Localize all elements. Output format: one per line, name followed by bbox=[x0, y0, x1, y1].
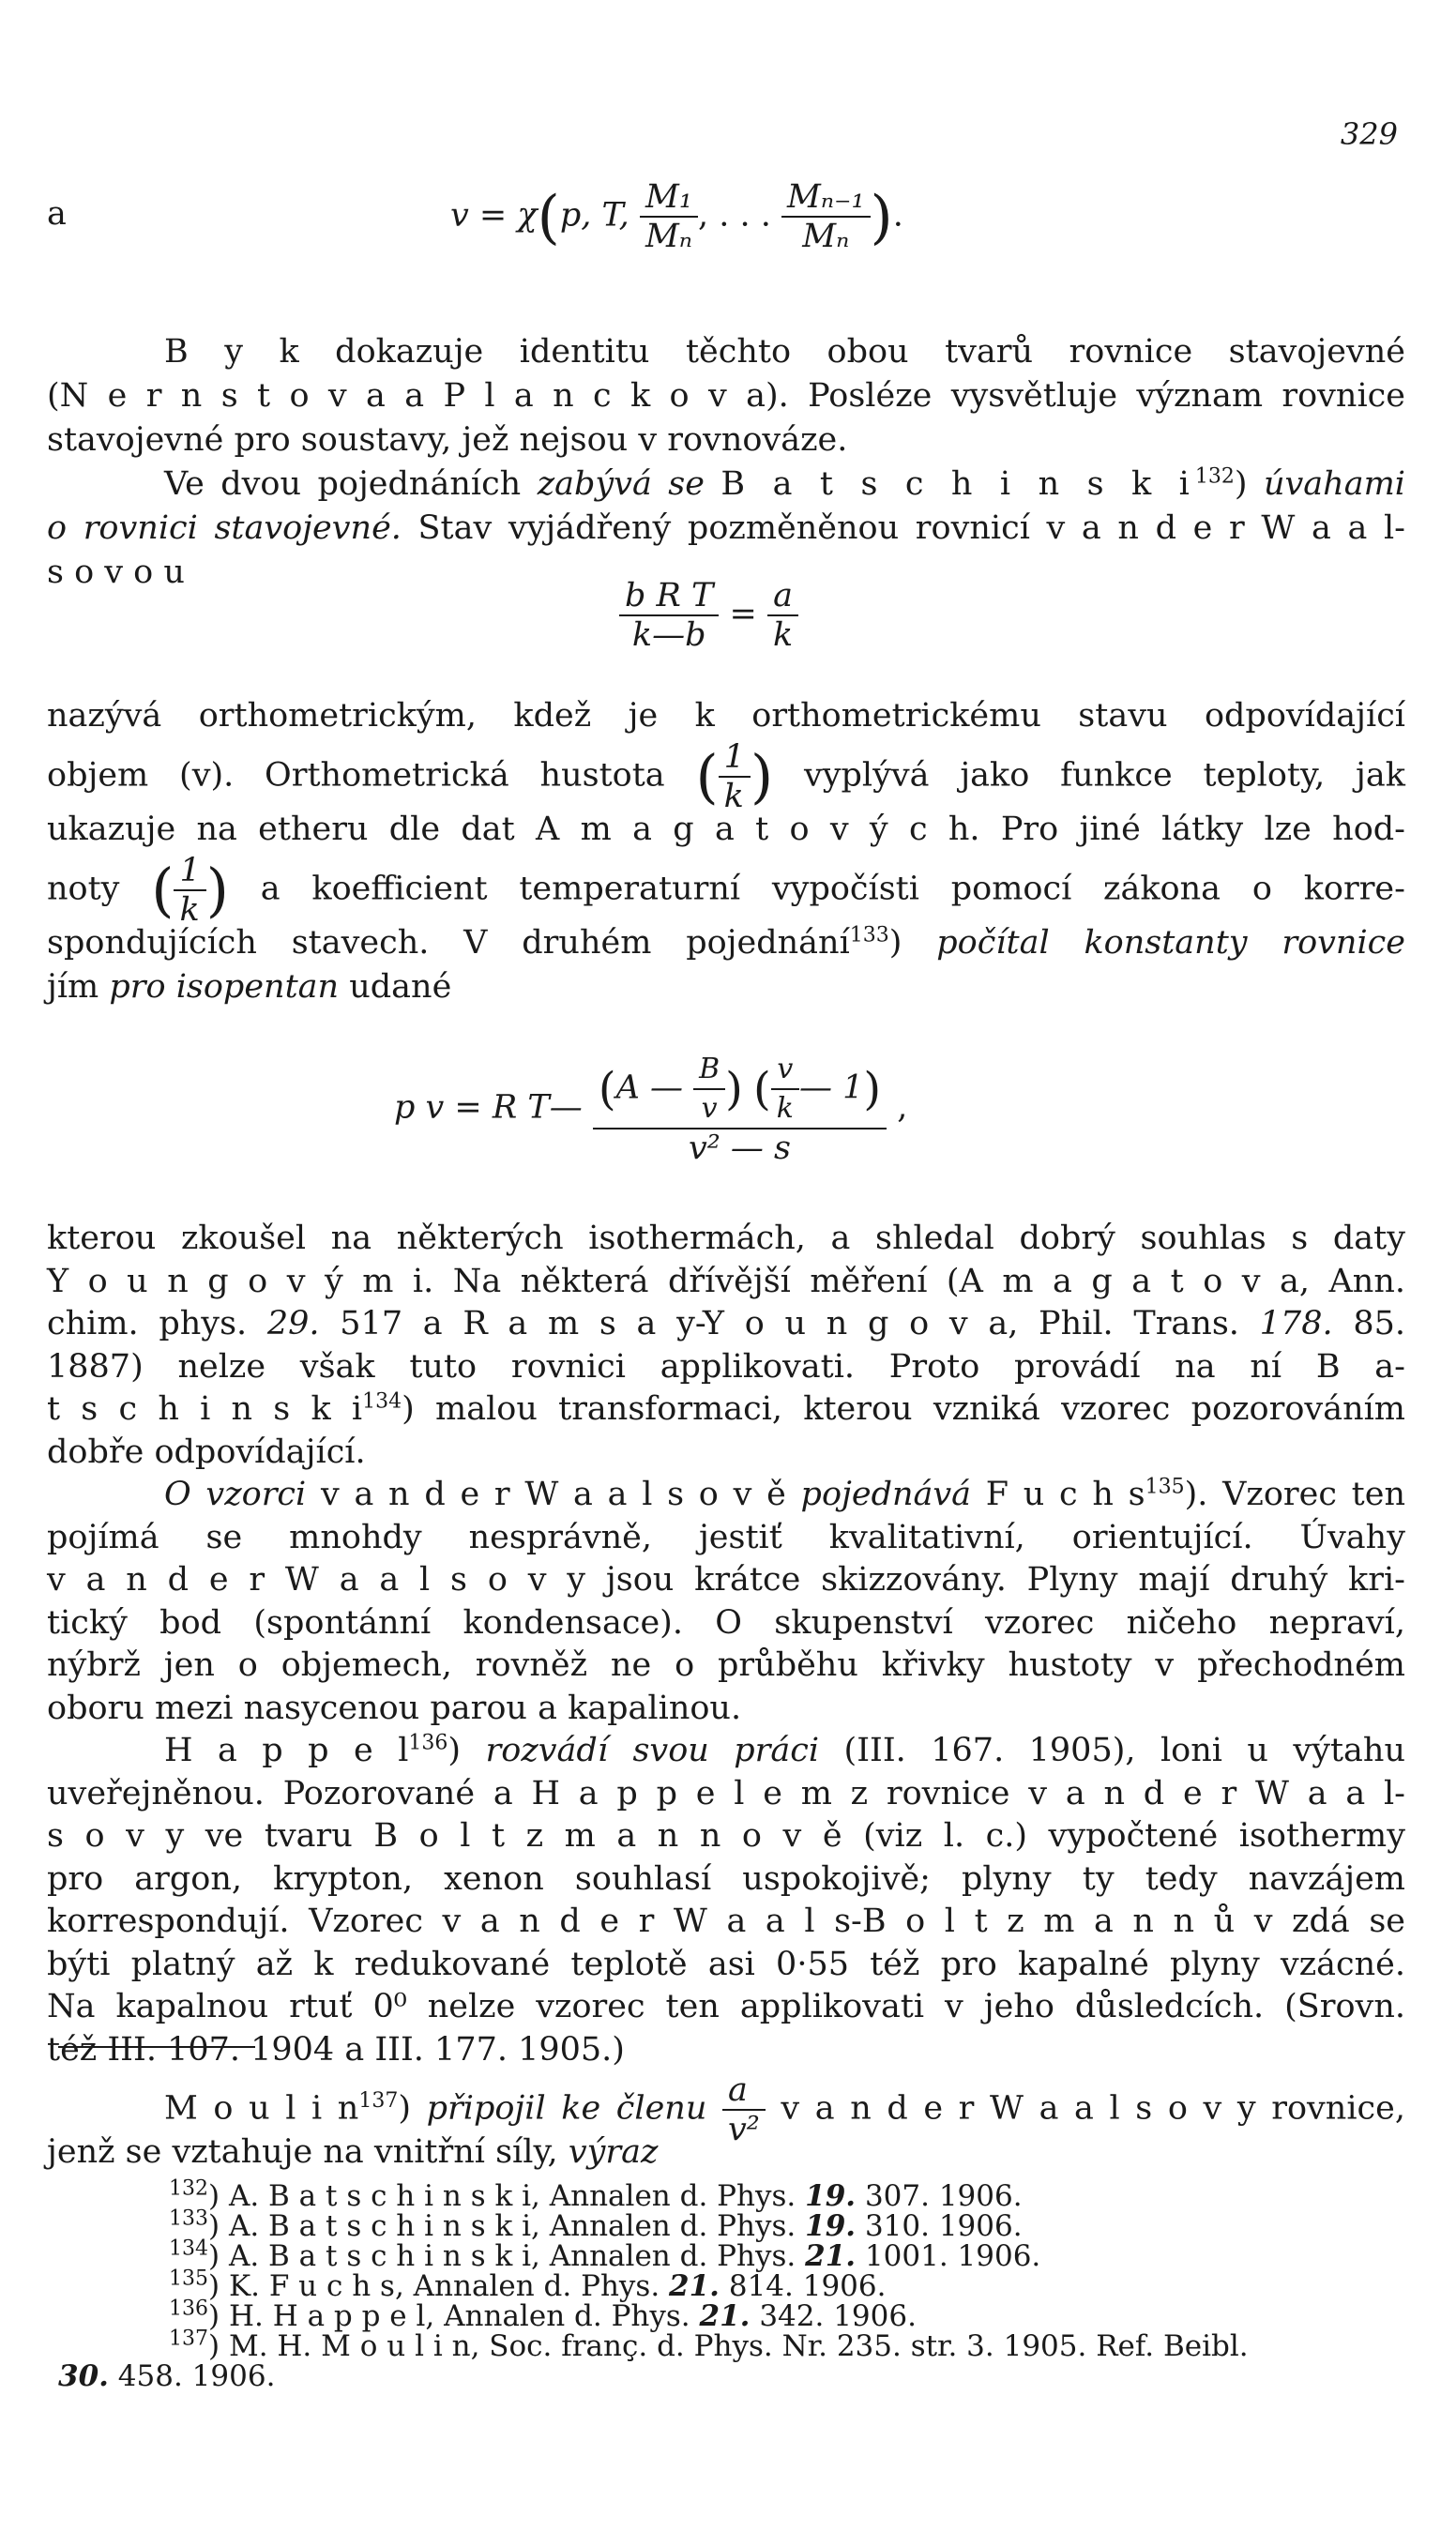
text-line: H a p p e $l^{136}$) rozvádí svou práci (III. 167. 1905), loni u výtahu bbox=[164, 1731, 1405, 1769]
text-line: chim. phys. 29. 517 a R a m s a y-Y o u n g o v a, Phil. Trans. 178. 85. bbox=[47, 1305, 1405, 1342]
text-line: O vzorci v a n d e r W a a l s o v ě pojednává F u c h $s^{135}$). Vzorec ten bbox=[164, 1475, 1405, 1513]
equation-2 bbox=[619, 577, 798, 654]
eq1-lhs: v bbox=[450, 196, 469, 235]
equation-3 bbox=[394, 1051, 907, 1167]
text-line: jím pro isopentan udané bbox=[47, 968, 452, 1006]
text-line: v a n d e r W a a l s o v y jsou krátce skizzovány. Plyny mají druhý kri- bbox=[47, 1561, 1405, 1599]
footnote: $^{134}$) A. B a t s c h i n s k i, Annalen d. Phys. 21. 1001. 1906. bbox=[169, 2236, 1041, 2273]
text-line: dobře odpovídající. bbox=[47, 1433, 366, 1471]
text-line: pojímá se mnohdy nesprávně, jestiť kvalitativní, orientující. Úvahy bbox=[47, 1518, 1405, 1556]
eq2-rhs-frac: $\frac{a}{k}$ bbox=[767, 577, 798, 654]
text-line: jenž se vztahuje na vnitřní síly, výraz bbox=[47, 2133, 659, 2171]
density-frac: $\frac{1}{k}$ bbox=[719, 738, 751, 815]
text-line: o rovnici stavojevné. Stav vyjádřený pozměněnou rovnicí v a n d e r W a a l- bbox=[47, 509, 1405, 547]
text-line: pro argon, krypton, xenon souhlasí uspokojivě; plyny ty tedy navzájem bbox=[47, 1859, 1405, 1898]
text-line: objem (v). Orthometrická hustota ( $\frac{1}{k}$ ) vyplývá jako funkce teploty, jak bbox=[47, 738, 1405, 815]
eq2-equals: = bbox=[729, 595, 757, 633]
text-line: Na kapalnou rtuť 0⁰ nelze vzorec ten applikovati v jeho důsledcích. (Srovn. bbox=[47, 1988, 1405, 2025]
eq2-lhs-frac: $\frac{\text{b R T}}{k—b}$ bbox=[619, 577, 719, 654]
equation-1 bbox=[47, 192, 67, 236]
text-line: (N e r n s t o v a a P l a n c k o v a). Posléze vysvětluje význam rovnice bbox=[47, 377, 1405, 415]
eq1-period: . bbox=[892, 196, 903, 235]
text-line: B y k dokazuje identitu těchto obou tvarů rovnice stavojevné bbox=[164, 333, 1405, 371]
moulin-frac: $\frac{a}{\text{v²}}$ bbox=[722, 2071, 766, 2148]
footnote: $^{137}$) M. H. M o u l i n, Soc. franç. d. Phys. Nr. 235. str. 3. 1905. Ref. Beibl. bbox=[169, 2327, 1249, 2363]
eq1-frac-2: $\frac{\text{Mₙ₋₁}}{\text{Mₙ}}$ bbox=[781, 178, 871, 255]
text-line: 1887) nelze však tuto rovnici applikovati. Proto provádí na ní B a- bbox=[47, 1347, 1405, 1386]
text-line: Ve dvou pojednáních zabývá se B a t s c h i n s k $i^{132}$) úvahami bbox=[164, 464, 1405, 503]
text-line: M o u l i $n^{137}$) připojil ke členu $\frac{a}{\text{v²}}$ v a n d e r W a a l s o v y rovnice, bbox=[164, 2071, 1405, 2148]
eq3-frac: (A — $\frac{B}{v}$ ) ( $\frac{v}{k}$ — 1) v² — s bbox=[593, 1051, 887, 1167]
eq1-frac-1: $\frac{\text{M₁}}{\text{Mₙ}}$ bbox=[640, 178, 698, 255]
text-line: t s c h i n s k $i^{134}$) malou transformaci, kterou vzniká vzorec pozorováním bbox=[47, 1389, 1405, 1428]
text-line: Y o u n g o v ý m i. Na některá dřívější měření (A m a g a t o v a, Ann. bbox=[47, 1262, 1405, 1300]
text-line: spondujících stavech. V druhém pojednání$^{133}$) počítal konstanty rovnice bbox=[47, 923, 1405, 962]
footnote-continuation: 30. 458. 1906. bbox=[58, 2359, 276, 2393]
text-line: korrespondují. Vzorec v a n d e r W a a l s-B o l t z m a n n ů v zdá se bbox=[47, 1903, 1405, 1940]
paragraph-4 bbox=[47, 1218, 1405, 2175]
eq3-lhs: p v = R T— bbox=[394, 1088, 583, 1127]
equation-1-body: v = χ(p, T, $\frac{\text{M₁}}{\text{Mₙ}}$ , . . . $\frac{\text{Mₙ₋₁}}{\text{Mₙ}}$ ). bbox=[450, 178, 903, 255]
text-line: býti platný až k redukované teplotě asi 0·55 též pro kapalné plyny vzácné. bbox=[47, 1945, 1405, 1983]
text-line: tický bod (spontánní kondensace). O skupenství vzorec ničeho nepraví, bbox=[47, 1603, 1405, 1642]
footnote: $^{133}$) A. B a t s c h i n s k i, Annalen d. Phys. 19. 310. 1906. bbox=[169, 2206, 1023, 2243]
text-line: noty ( $\frac{1}{k}$ ) a koefficient temperaturní vypočísti pomocí zákona o korre- bbox=[47, 852, 1405, 929]
text-line: nazývá orthometrickým, kdež je k orthometrickému stavu odpovídající bbox=[47, 697, 1405, 735]
paragraph-3 bbox=[47, 694, 1405, 1009]
text-line: kterou zkoušel na některých isothermách, a shledal dobrý souhlas s daty bbox=[47, 1220, 1405, 1257]
eq1-equals: = bbox=[478, 196, 508, 235]
footnote: $^{135}$) K. F u c h s, Annalen d. Phys. 21. 814. 1906. bbox=[169, 2267, 887, 2303]
text-line: též III. 107. 1904 a III. 177. 1905.) bbox=[47, 2030, 625, 2069]
equation-1-label: a bbox=[47, 195, 67, 233]
text-line: ukazuje na etheru dle dat A m a g a t o v ý c h. Pro jiné látky lze hod- bbox=[47, 811, 1405, 848]
density-frac-2: $\frac{1}{k}$ bbox=[174, 852, 205, 929]
eq1-dots: , . . . bbox=[697, 196, 771, 235]
text-line: uveřejněnou. Pozorované a H a p p e l e m z rovnice v a n d e r W a a l- bbox=[47, 1774, 1405, 1812]
footnotes bbox=[47, 2176, 1405, 2393]
text-line: s o v o u bbox=[47, 553, 185, 591]
text-line: oboru mezi nasycenou parou a kapalinou. bbox=[47, 1689, 742, 1727]
footnote: $^{132}$) A. B a t s c h i n s k i, Annalen d. Phys. 19. 307. 1906. bbox=[169, 2176, 1023, 2213]
text-line: nýbrž jen o objemech, rovněž ne o průběhu křivky hustoty v přechodném bbox=[47, 1646, 1405, 1684]
eq1-args: p, T, bbox=[559, 196, 629, 235]
footnote: $^{136}$) H. H a p p e l, Annalen d. Phys. 21. 342. 1906. bbox=[169, 2297, 917, 2333]
eq1-chi: χ bbox=[517, 196, 538, 235]
page-number: 329 bbox=[1340, 116, 1398, 152]
text-line: s o v y ve tvaru B o l t z m a n n o v ě (viz l. c.) vypočtené isothermy bbox=[47, 1817, 1405, 1855]
eq3-comma: , bbox=[897, 1088, 908, 1127]
text-line: stavojevné pro soustavy, jež nejsou v rovnováze. bbox=[47, 421, 848, 459]
paragraph-1 bbox=[47, 330, 1405, 595]
footnote-rule bbox=[58, 2046, 255, 2048]
